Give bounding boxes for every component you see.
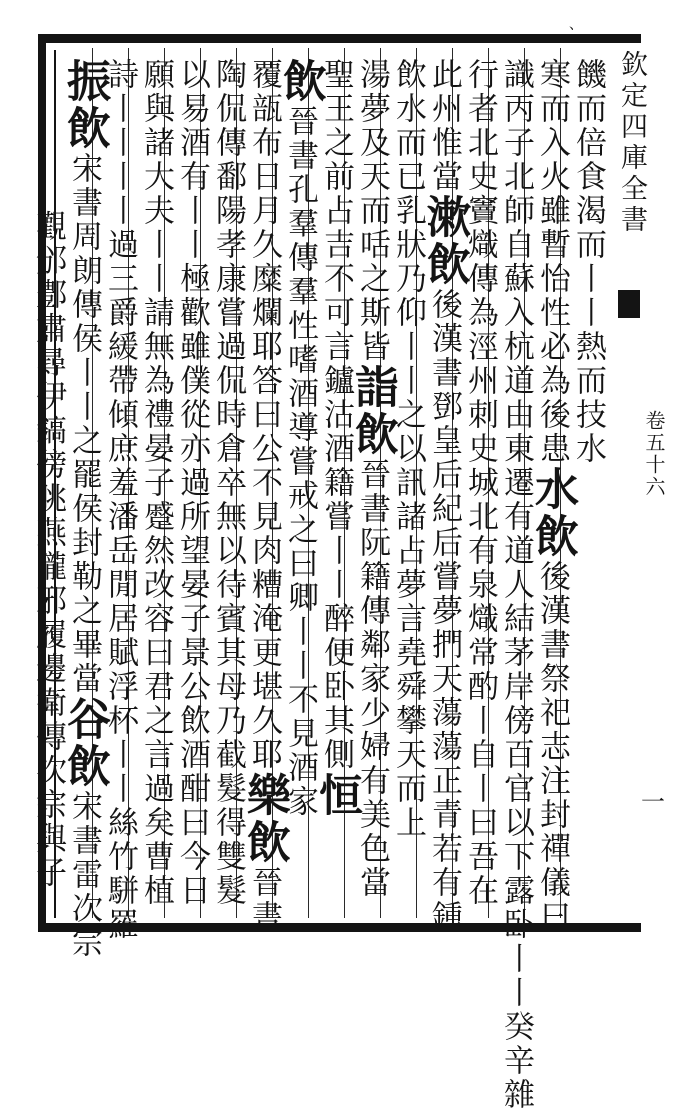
entry-heading: 詣: [347, 364, 398, 411]
text-run: 熱而技水: [570, 330, 606, 466]
text-run: 饑而倍食渴而: [570, 58, 606, 262]
text-run: 覆瓿布日月久糜爛耶答曰公不見肉糟淹更堪久耶: [246, 58, 282, 772]
entry-heading: 樂: [239, 772, 290, 819]
text-run: 以易酒有: [174, 58, 210, 194]
text-run: 過三爵緩帶傾庶羞潘岳閒居賦浮杯: [102, 228, 138, 738]
scroll-label: 卷五十六: [642, 410, 666, 498]
entry-heading: 恒: [311, 772, 362, 819]
entry-heading: 飲: [239, 819, 290, 866]
text-run: 不見酒家: [282, 683, 318, 819]
text-run: 此州惟當: [426, 58, 462, 194]
edge-mark: 、: [569, 17, 583, 33]
book-title: 欽定四庫全書: [616, 50, 647, 236]
entry-heading: 飲: [347, 411, 398, 458]
entry-heading: 飲: [419, 241, 470, 288]
page-number: 一: [641, 788, 665, 816]
text-run: 識丙子北師自蘇入杭道由東遷有道人結茅岸傍: [498, 58, 534, 738]
entry-heading: 飲: [59, 105, 110, 152]
text-run: 願與諸大夫: [138, 58, 174, 228]
text-run: 傳次宗與子: [30, 720, 66, 890]
text-column: [26, 210, 70, 1070]
text-run: 之以訊諸占夢言堯舜攀天而上: [390, 398, 426, 840]
repeat-mark: 丨丨: [102, 738, 138, 806]
text-run: 乳狀乃仰: [390, 194, 426, 330]
text-run: 自: [462, 738, 498, 772]
repeat-mark: 丨丨: [318, 534, 354, 602]
text-run: 曰吾在: [462, 806, 498, 908]
text-run: 飲水而已: [390, 58, 426, 194]
text-run: 絲竹駢羅: [102, 806, 138, 942]
text-run: 聖王之前占吉不可言: [318, 58, 354, 364]
text-run: 後漢書祭祀志注封禪儀曰: [534, 560, 570, 934]
text-run: 觀邠鄷肅尋伊鎬傍眺燕隴邪履邊衛: [30, 210, 66, 720]
text-run: 之罷侯封勒之畢當: [66, 424, 102, 696]
repeat-mark: 丨丨: [570, 262, 606, 330]
text-run: 宋書雷次宗: [66, 790, 102, 960]
text-run: 晉書: [246, 866, 282, 934]
text-run: 百官以下露卧: [498, 738, 534, 942]
text-run: 後漢書鄧皇后紀后嘗夢捫天蕩蕩正青若有鍾: [426, 288, 462, 934]
entry-heading: 飲: [527, 513, 578, 560]
repeat-mark: 丨丨: [138, 228, 174, 296]
entry-heading: 谷: [59, 696, 110, 743]
repeat-mark: 丨: [462, 772, 498, 806]
repeat-mark: 丨丨: [498, 942, 534, 1010]
repeat-mark: 丨丨: [174, 194, 210, 262]
text-run: 晉書孔羣傳羣性嗜酒導嘗戒之曰卿: [282, 105, 318, 615]
text-run: 晉書阮籍傳鄰家少婦有美色當: [354, 458, 390, 900]
text-run: 醉便卧其側: [318, 602, 354, 772]
repeat-mark: 丨丨丨丨: [102, 92, 138, 228]
repeat-mark: 丨: [462, 704, 498, 738]
repeat-mark: 丨丨: [282, 615, 318, 683]
repeat-mark: 丨丨: [390, 330, 426, 398]
repeat-mark: 丨丨: [66, 356, 102, 424]
text-run: 極歡雖僕從亦過所望晏子景公飲酒酣曰今日: [174, 262, 210, 908]
text-run: 鑪沽酒籍嘗: [318, 364, 354, 534]
entry-heading: 振: [59, 58, 110, 105]
text-run: 詩: [102, 58, 138, 92]
text-run: 陶侃傳鄱陽孝康嘗過侃時倉卒無以待賓其母乃截髮得雙髮: [210, 58, 246, 908]
text-run: 癸辛雜: [498, 1010, 534, 1112]
text-run: 湯夢及天而咶之斯皆: [354, 58, 390, 364]
entry-heading: 漱: [419, 194, 470, 241]
entry-heading: 飲: [59, 743, 110, 790]
text-run: 行者北史竇熾傳為涇州刺史城北有泉熾常酌: [462, 58, 498, 704]
fishtail-mark: [618, 290, 640, 318]
entry-heading: 飲: [275, 58, 326, 105]
entry-heading: 水: [527, 466, 578, 513]
text-run: 寒而入火雖暫怡性必為後患: [534, 58, 570, 466]
text-run: 請無為禮晏子蹙然改容曰君之言過矣曹植: [138, 296, 174, 908]
text-run: 宋書周朗傳侯: [66, 152, 102, 356]
